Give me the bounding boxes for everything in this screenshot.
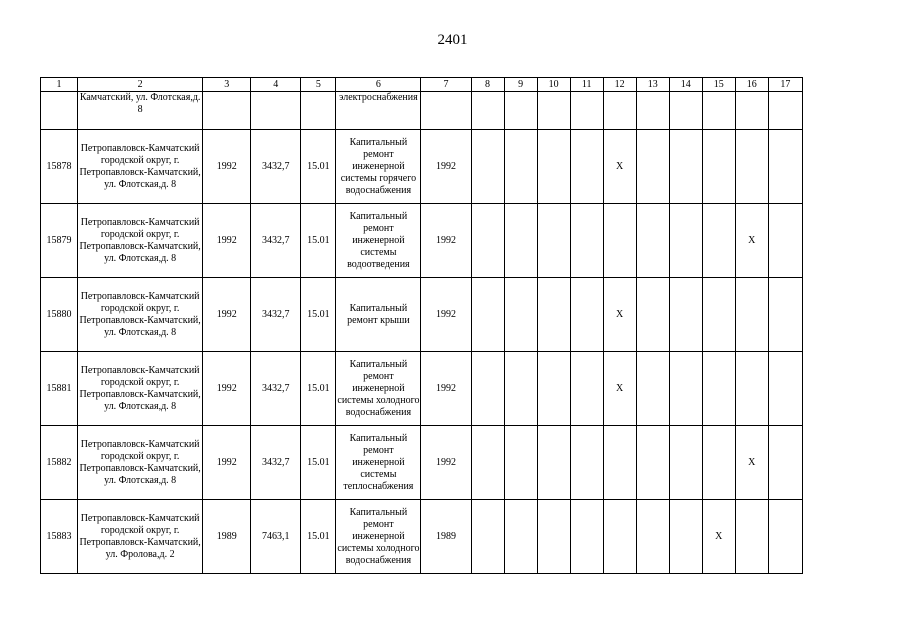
column-header: 13 [636,78,669,92]
column-header: 8 [471,78,504,92]
cell-mark [669,92,702,130]
cell-mark: X [702,500,735,574]
cell-mark [702,426,735,500]
cell-mark: X [735,204,768,278]
column-header: 3 [203,78,251,92]
cell-mark [636,500,669,574]
cell-mark [636,426,669,500]
cell-code [301,92,336,130]
cell-mark [504,130,537,204]
cell-mark [636,204,669,278]
column-header: 2 [78,78,203,92]
cell-mark [504,426,537,500]
cell-mark [735,130,768,204]
cell-area: 3432,7 [251,352,301,426]
cell-mark [471,426,504,500]
cell-work: Капитальный ремонт инженерной системы водоотведения [336,204,421,278]
column-header: 16 [735,78,768,92]
cell-mark [570,92,603,130]
table-row [41,204,803,278]
cell-mark [504,352,537,426]
cell-mark [735,500,768,574]
cell-mark [768,500,802,574]
cell-mark [603,204,636,278]
cell-mark [471,92,504,130]
table-row [41,500,803,574]
cell-mark [471,204,504,278]
cell-code: 15.01 [301,352,336,426]
cell-id [41,92,78,130]
cell-area [251,92,301,130]
cell-id: 15880 [41,278,78,352]
column-header: 5 [301,78,336,92]
cell-work: Капитальный ремонт крыши [336,278,421,352]
cell-mark [702,204,735,278]
header-row [41,78,803,92]
table-row [41,278,803,352]
cell-id: 15878 [41,130,78,204]
cell-mark [504,278,537,352]
cell-year: 1992 [203,352,251,426]
continuation-row [41,92,803,130]
table-row [41,352,803,426]
cell-mark [735,278,768,352]
cell-area: 3432,7 [251,426,301,500]
cell-mark [702,92,735,130]
cell-id: 15879 [41,204,78,278]
cell-mark [768,352,802,426]
cell-mark [504,204,537,278]
cell-mark: X [735,426,768,500]
cell-mark [669,204,702,278]
cell-mark [669,426,702,500]
cell-mark [537,352,570,426]
cell-mark [504,92,537,130]
cell-mark [768,278,802,352]
cell-mark [768,92,802,130]
cell-mark [768,130,802,204]
cell-year: 1992 [203,278,251,352]
cell-year2: 1989 [421,500,471,574]
cell-mark [669,130,702,204]
cell-id: 15881 [41,352,78,426]
cell-mark [669,352,702,426]
cell-year2: 1992 [421,352,471,426]
cell-mark [702,278,735,352]
cell-mark [702,130,735,204]
page-number: 2401 [437,32,468,48]
column-header: 12 [603,78,636,92]
cell-address: Петропавловск-Камчатский городской округ, г. Петропавловск-Камчатский, ул. Флотская,д. 8 [78,426,203,500]
cell-mark [603,500,636,574]
cell-address: Петропавловск-Камчатский городской округ, г. Петропавловск-Камчатский, ул. Флотская,д. 8 [78,352,203,426]
cell-mark [570,204,603,278]
cell-area: 3432,7 [251,204,301,278]
cell-mark [504,500,537,574]
column-header: 14 [669,78,702,92]
register-table [40,77,803,574]
cell-mark [636,92,669,130]
cell-area: 3432,7 [251,130,301,204]
cell-year2: 1992 [421,426,471,500]
cell-mark [702,352,735,426]
cell-work: Капитальный ремонт инженерной системы холодного водоснабжения [336,500,421,574]
cell-mark [471,130,504,204]
cell-year2 [421,92,471,130]
column-header: 15 [702,78,735,92]
cell-mark [735,92,768,130]
cell-mark [768,204,802,278]
cell-year: 1992 [203,204,251,278]
cell-mark [537,426,570,500]
cell-code: 15.01 [301,204,336,278]
cell-mark [570,426,603,500]
cell-mark [537,500,570,574]
column-header: 17 [768,78,802,92]
cell-year2: 1992 [421,130,471,204]
cell-address: Петропавловск-Камчатский городской округ, г. Петропавловск-Камчатский, ул. Флотская,д. 8 [78,278,203,352]
cell-code: 15.01 [301,278,336,352]
cell-mark [603,92,636,130]
cell-mark: X [603,278,636,352]
column-header: 11 [570,78,603,92]
cell-mark [636,130,669,204]
cell-area: 7463,1 [251,500,301,574]
column-header: 10 [537,78,570,92]
cell-mark: X [603,352,636,426]
cell-mark [603,426,636,500]
cell-work: электроснабжения [336,92,421,130]
cell-address: Петропавловск-Камчатский городской округ, г. Петропавловск-Камчатский, ул. Флотская,д. 8 [78,204,203,278]
cell-year2: 1992 [421,204,471,278]
cell-address: Камчатский, ул. Флотская,д. 8 [78,92,203,130]
cell-work: Капитальный ремонт инженерной системы теплоснабжения [336,426,421,500]
column-header: 6 [336,78,421,92]
cell-code: 15.01 [301,130,336,204]
cell-mark [669,278,702,352]
cell-mark: X [603,130,636,204]
cell-work: Капитальный ремонт инженерной системы холодного водоснабжения [336,352,421,426]
cell-mark [471,352,504,426]
cell-address: Петропавловск-Камчатский городской округ, г. Петропавловск-Камчатский, ул. Флотская,д. 8 [78,130,203,204]
column-header: 4 [251,78,301,92]
cell-year2: 1992 [421,278,471,352]
cell-work: Капитальный ремонт инженерной системы горячего водоснабжения [336,130,421,204]
cell-mark [570,500,603,574]
cell-mark [471,500,504,574]
cell-year: 1989 [203,500,251,574]
cell-mark [570,278,603,352]
cell-code: 15.01 [301,500,336,574]
cell-code: 15.01 [301,426,336,500]
cell-area: 3432,7 [251,278,301,352]
cell-mark [768,426,802,500]
cell-mark [537,92,570,130]
cell-mark [471,278,504,352]
cell-mark [669,500,702,574]
cell-id: 15882 [41,426,78,500]
column-header: 9 [504,78,537,92]
cell-mark [570,352,603,426]
table-row [41,130,803,204]
cell-year: 1992 [203,130,251,204]
column-header: 1 [41,78,78,92]
cell-mark [537,204,570,278]
table-row [41,426,803,500]
cell-mark [636,278,669,352]
cell-mark [537,278,570,352]
cell-mark [537,130,570,204]
cell-year [203,92,251,130]
column-header: 7 [421,78,471,92]
cell-address: Петропавловск-Камчатский городской округ, г. Петропавловск-Камчатский, ул. Фролова,д. 2 [78,500,203,574]
cell-mark [636,352,669,426]
cell-id: 15883 [41,500,78,574]
cell-year: 1992 [203,426,251,500]
cell-mark [735,352,768,426]
cell-mark [570,130,603,204]
